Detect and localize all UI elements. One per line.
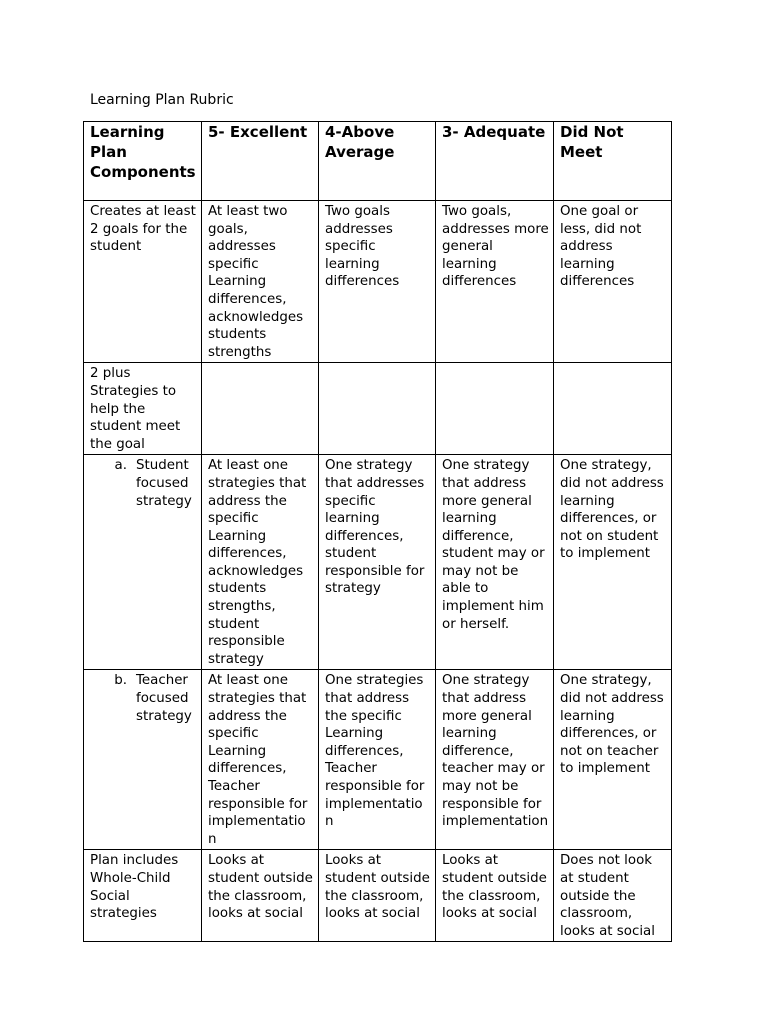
component-cell	[84, 455, 202, 670]
above-average-cell: One strategies that address the specific Learning differences, Teacher responsible for implementation	[319, 670, 436, 850]
did-not-meet-cell: One goal or less, did not address learning differences	[554, 201, 672, 363]
component-cell: 2 plus Strategies to help the student meet the goal	[84, 363, 202, 455]
adequate-cell: Looks at student outside the classroom, looks at social	[436, 850, 554, 942]
document-title: Learning Plan Rubric	[90, 92, 234, 108]
excellent-cell: At least one strategies that address the specific Learning differences, acknowledges students strengths, student responsible strategy	[202, 455, 319, 670]
component-cell: Creates at least 2 goals for the student	[84, 201, 202, 363]
table-row	[84, 455, 672, 670]
list-item	[90, 672, 197, 725]
header-components: Learning Plan Components	[84, 122, 202, 201]
component-label: Teacher focused strategy	[136, 673, 192, 724]
did-not-meet-cell	[554, 363, 672, 455]
rubric-table	[83, 121, 672, 942]
above-average-cell: Two goals addresses specific learning differences	[319, 201, 436, 363]
did-not-meet-cell: One strategy, did not address learning differences, or not on student to implement	[554, 455, 672, 670]
did-not-meet-cell: One strategy, did not address learning differences, or not on teacher to implement	[554, 670, 672, 850]
table-row	[84, 850, 672, 942]
above-average-cell: Looks at student outside the classroom, looks at social	[319, 850, 436, 942]
excellent-cell: Looks at student outside the classroom, looks at social	[202, 850, 319, 942]
table-row	[84, 363, 672, 455]
adequate-cell: One strategy that address more general learning difference, teacher may or may not be responsible for implementation	[436, 670, 554, 850]
table-row	[84, 201, 672, 363]
excellent-cell: At least one strategies that address the specific Learning differences, Teacher responsible for implementation	[202, 670, 319, 850]
list-item	[90, 457, 197, 510]
adequate-cell: One strategy that address more general learning difference, student may or may not be able to implement him or herself.	[436, 455, 554, 670]
header-excellent: 5- Excellent	[202, 122, 319, 201]
excellent-cell: At least two goals, addresses specific Learning differences, acknowledges students strengths	[202, 201, 319, 363]
header-adequate: 3- Adequate	[436, 122, 554, 201]
above-average-cell: One strategy that addresses specific learning differences, student responsible for strategy	[319, 455, 436, 670]
list-marker: a.	[114, 458, 127, 474]
adequate-cell: Two goals, addresses more general learning differences	[436, 201, 554, 363]
above-average-cell	[319, 363, 436, 455]
adequate-cell	[436, 363, 554, 455]
component-cell: Plan includes Whole-Child Social strategies	[84, 850, 202, 942]
component-cell	[84, 670, 202, 850]
header-did-not-meet: Did Not Meet	[554, 122, 672, 201]
did-not-meet-cell: Does not look at student outside the classroom, looks at social	[554, 850, 672, 942]
table-row	[84, 670, 672, 850]
header-above-average: 4-Above Average	[319, 122, 436, 201]
header-row	[84, 122, 672, 201]
component-label: Student focused strategy	[136, 458, 192, 509]
excellent-cell	[202, 363, 319, 455]
list-marker: b.	[114, 673, 127, 689]
